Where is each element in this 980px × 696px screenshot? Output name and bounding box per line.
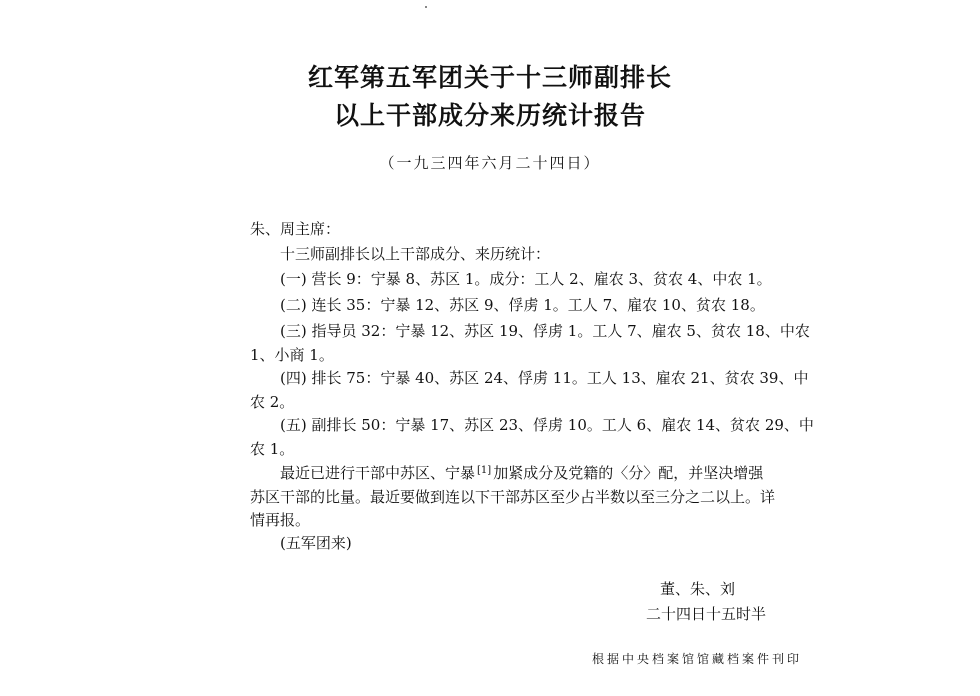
- item-1-line: (一) 营长 9：宁暴 8、苏区 1。成分：工人 2、雇农 3、贫农 4、中农 1。: [280, 270, 772, 288]
- closing-text-before-ref: 最近已进行干部中苏区、宁暴: [280, 464, 476, 482]
- source-note: 根据中央档案馆馆藏档案件刊印: [592, 652, 803, 666]
- item-5-line-2: 农 1。: [250, 440, 295, 458]
- signatories: 董、朱、刘: [660, 580, 736, 598]
- item-2-line: (二) 连长 35：宁暴 12、苏区 9、俘虏 1。工人 7、雇农 10、贫农 18。: [280, 296, 765, 314]
- closing-line-1: [280, 462, 763, 483]
- item-5-line-1: (五) 副排长 50：宁暴 17、苏区 23、俘虏 10。工人 6、雇农 14、贫农 29、中: [280, 416, 814, 434]
- item-4-line-1: (四) 排长 75：宁暴 40、苏区 24、俘虏 11。工人 13、雇农 21、贫农 39、中: [280, 369, 809, 387]
- scan-speck: [425, 6, 427, 8]
- intro-line: 十三师副排长以上干部成分、来历统计：: [280, 245, 551, 263]
- closing-line-3: 情再报。: [250, 511, 311, 529]
- sender-note: (五军团来): [280, 534, 352, 552]
- footnote-ref: [1]: [477, 465, 492, 476]
- closing-line-2: 苏区干部的比量。最近要做到连以下干部苏区至少占半数以至三分之二以上。详: [250, 488, 776, 506]
- item-3-line-1: (三) 指导员 32：宁暴 12、苏区 19、俘虏 1。工人 7、雇农 5、贫农 18、中农: [280, 322, 810, 340]
- closing-text-after-ref: 加紧成分及党籍的〈分〉配，并坚决增强: [493, 464, 764, 482]
- title-line-2: 以上干部成分来历统计报告: [333, 101, 646, 130]
- document-date: （一九三四年六月二十四日）: [379, 154, 601, 172]
- title-line-1: 红军第五军团关于十三师副排长: [307, 63, 672, 92]
- sign-time: 二十四日十五时半: [646, 605, 767, 623]
- salutation: 朱、周主席：: [250, 220, 341, 238]
- item-4-line-2: 农 2。: [250, 393, 295, 411]
- item-3-line-2: 1、小商 1。: [250, 346, 334, 364]
